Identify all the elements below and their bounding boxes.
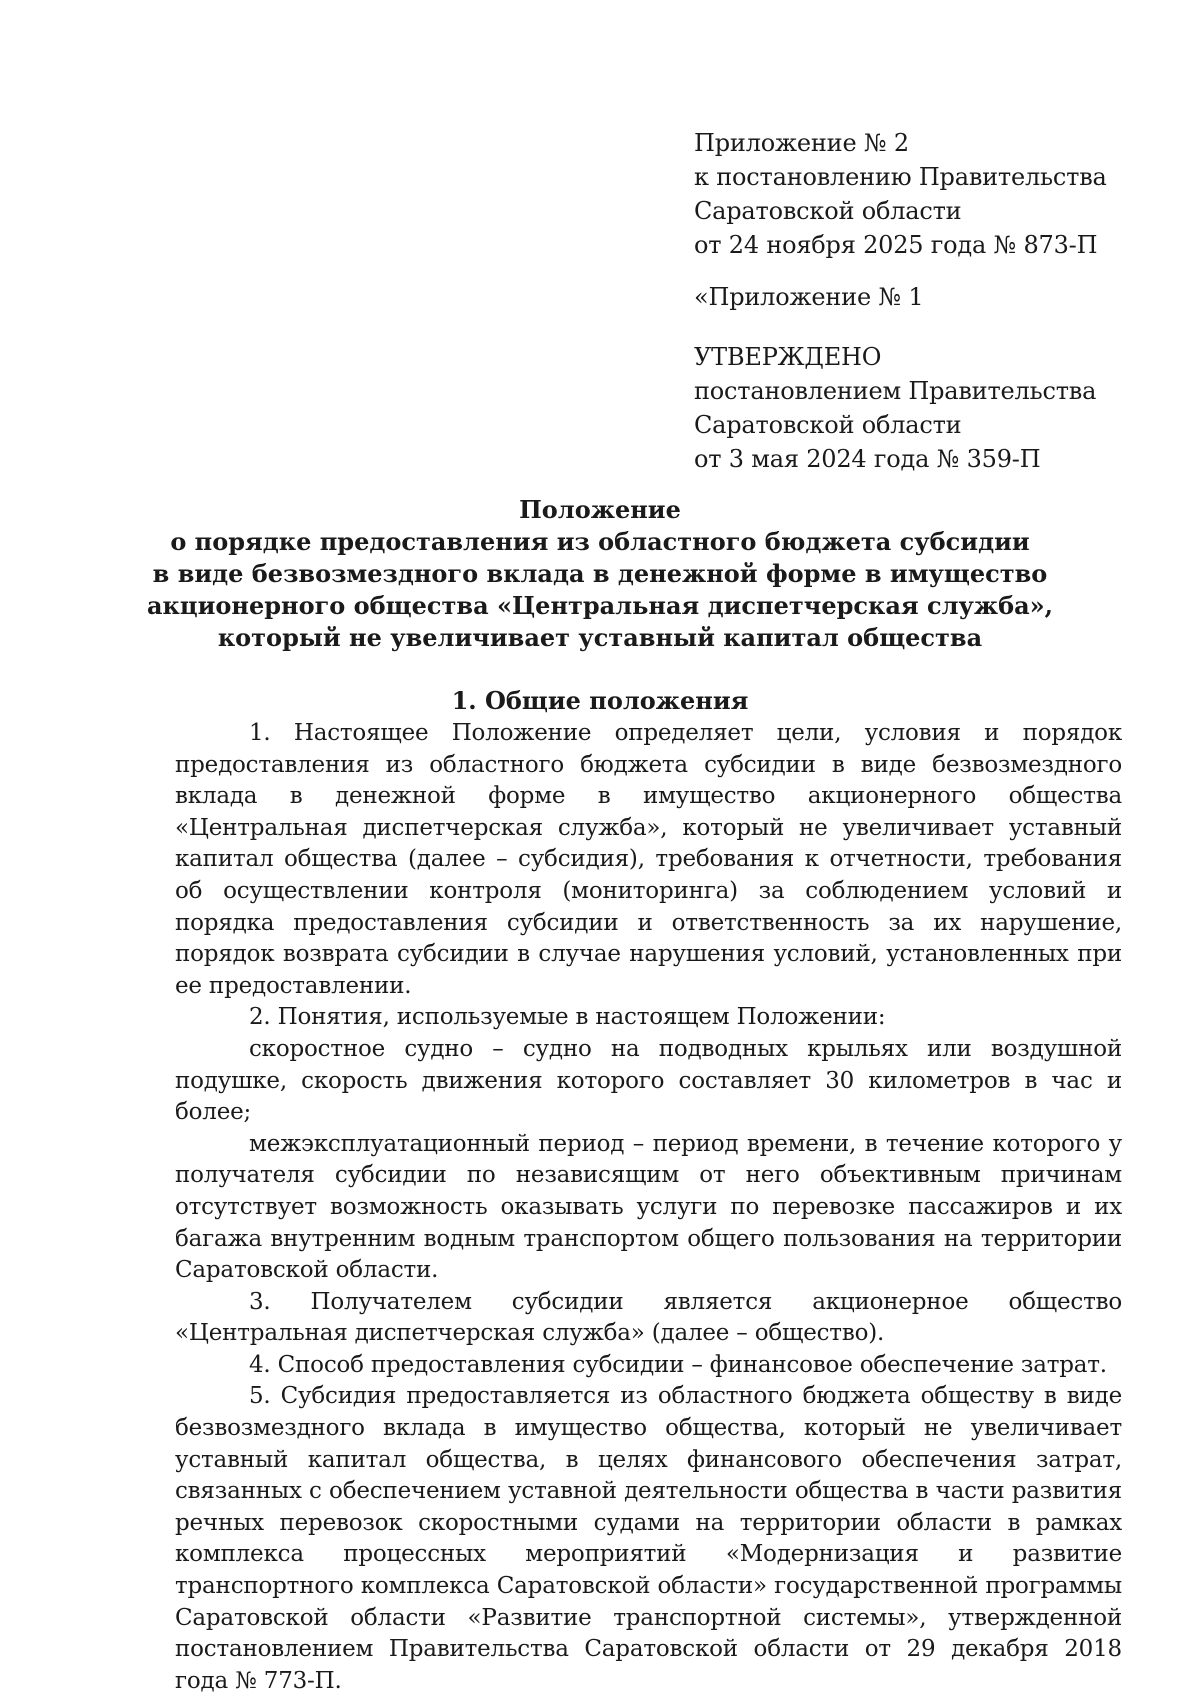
- approved-line-3: Саратовской области: [694, 411, 962, 439]
- appendix-2-line-2: к постановлению Правительства: [694, 163, 1107, 191]
- title-line-5: который не увеличивает уставный капитал общества: [217, 623, 983, 652]
- paragraph-2-def-1: скоростное судно – судно на подводных крыльях или воздушной подушке, скорость движения которого составляет 30 километров в час и более;: [175, 1035, 1122, 1126]
- appendix-2-line-3: Саратовской области: [694, 197, 962, 225]
- document-title: [120, 494, 1080, 654]
- title-line-4: акционерного общества «Центральная диспетчерская служба»,: [146, 591, 1053, 620]
- appendix-2-line-1: Приложение № 2: [694, 129, 909, 157]
- title-line-3: в виде безвозмездного вклада в денежной форме в имущество: [152, 559, 1048, 588]
- paragraph-2: 2. Понятия, используемые в настоящем Положении:: [249, 1004, 886, 1031]
- approved-line-1: УТВЕРЖДЕНО: [694, 343, 882, 371]
- paragraph-3: 3. Получателем субсидии является акционерное общество «Центральная диспетчерская служба» (далее – общество).: [175, 1288, 1122, 1347]
- appendix-2-line-4: от 24 ноября 2025 года № 873-П: [694, 231, 1098, 259]
- appendix-1-line-1: «Приложение № 1: [694, 283, 924, 311]
- section-1-body: [175, 718, 1122, 1697]
- appendix-1-block: [694, 280, 1114, 314]
- paragraph-5: 5. Субсидия предоставляется из областного бюджета обществу в виде безвозмездного вклада в имущество общества, который не увеличивает уставный капитал общества, в целях финансового обеспечения затрат, связанных с обеспечением уставной деятельности общества в части развития речных перевозок скоростными судами на территории области в рамках комплекса процессных мероприятий «Модернизация и развитие транспортного комплекса Саратовской области» государственной программы Саратовской области «Развитие транспортной системы», утвержденной постановлением Правительства Саратовской области от 29 декабря 2018 года № 773-П.: [175, 1383, 1122, 1694]
- approved-block: [694, 340, 1114, 476]
- title-line-1: Положение: [519, 495, 681, 524]
- paragraph-1: 1. Настоящее Положение определяет цели, условия и порядок предоставления из областного бюджета субсидии в виде безвозмездного вклада в денежной форме в имущество акционерного общества «Центральная диспетчерская служба», который не увеличивает уставный капитал общества (далее – субсидия), требования к отчетности, требования об осуществлении контроля (мониторинга) за соблюдением условий и порядка предоставления субсидии и ответственность за их нарушение, порядок возврата субсидии в случае нарушения условий, установленных при ее предоставлении.: [175, 720, 1122, 999]
- approved-line-2: постановлением Правительства: [694, 377, 1097, 405]
- appendix-2-block: [694, 126, 1114, 262]
- paragraph-4: 4. Способ предоставления субсидии – финансовое обеспечение затрат.: [249, 1351, 1107, 1378]
- approved-line-4: от 3 мая 2024 года № 359-П: [694, 445, 1041, 473]
- section-1-heading: 1. Общие положения: [451, 686, 749, 715]
- paragraph-2-def-2: межэксплуатационный период – период времени, в течение которого у получателя субсидии по независящим от него объективным причинам отсутствует возможность оказывать услуги по перевозке пассажиров и их багажа внутренним водным транспортом общего пользования на территории Саратовской области.: [175, 1130, 1122, 1284]
- title-line-2: о порядке предоставления из областного бюджета субсидии: [170, 527, 1030, 556]
